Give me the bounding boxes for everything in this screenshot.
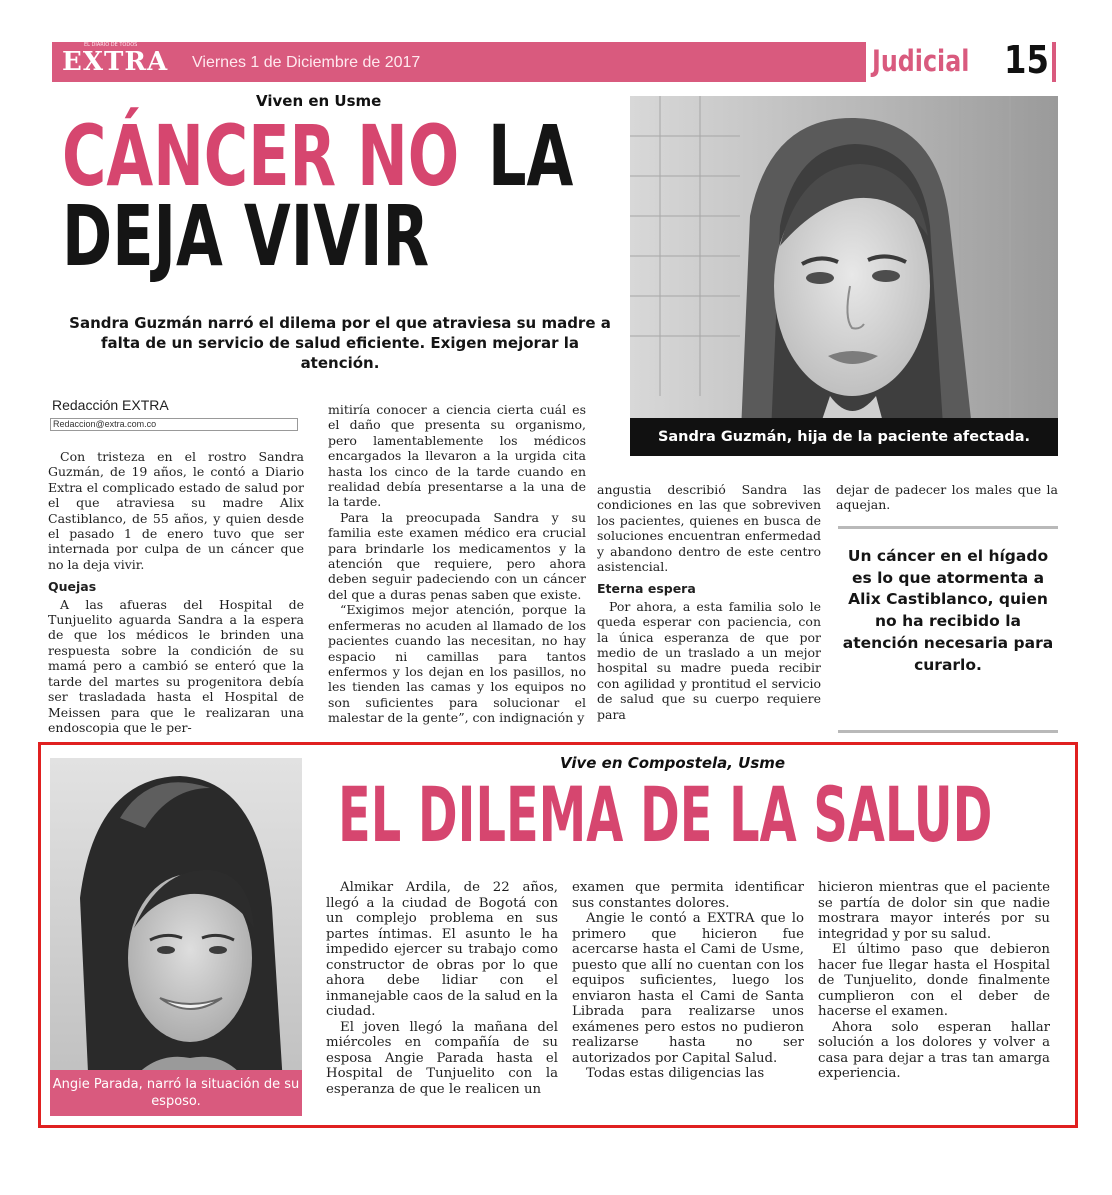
sandra-guzman-photo [630, 96, 1058, 456]
story2-paragraph: Ahora solo esperan hallar solución a los dolores y volver a casa para dejar a tras tan amarga experiencia. [818, 1019, 1050, 1081]
story1-paragraph: Por ahora, a esta familia solo le queda esperar con paciencia, con la única esperanza de que por medio de un traslado a un mejor hospital su madre pueda recibir con agilidad y prontitud el servicio de salud que su cuerpo requiere para [597, 598, 821, 722]
newspaper-logo: EXTRA [62, 47, 169, 77]
issue-date: Viernes 1 de Diciembre de 2017 [192, 54, 421, 71]
story1-paragraph: A las afueras del Hospital de Tunjuelito aguarda Sandra a la espera de que los médicos le brinden una respuesta sobre la condición de su mamá pero a cambió se enteró que la tarde del martes su progenitora debía ser trasladada hasta el Hospital de Meissen para que le realizaran una endoscopia que le per- [48, 596, 304, 735]
section-title: Judicial [872, 44, 970, 78]
pull-quote: Un cáncer en el hígado es lo que atormenta a Alix Castiblanco, quien no ha recibido la atención necesaria para curarlo. [842, 547, 1054, 674]
story2-paragraph: examen que permita identificar sus constantes dolores. [572, 880, 804, 911]
photo-caption-angie: Angie Parada, narró la situación de su esposo. [50, 1070, 302, 1116]
story1-headline-red: CÁNCER NO [62, 107, 460, 205]
story2-column-2 [572, 880, 804, 1082]
story2-paragraph: El último paso que debieron hacer fue llegar hasta el Hospital de Tunjuelito, donde finalmente cumplieron con el deber de hacerse el examen. [818, 942, 1050, 1019]
logo-tagline: EL DIARIO DE TODOS [84, 42, 138, 48]
story2-paragraph: Angie le contó a EXTRA que lo primero que hicieron fue acercarse hasta el Cami de Usme, puesto que allí no cuentan con los equipos suficientes, luego los enviaron hasta el Cami de Santa Librada para realizarse unos exámenes pero estos no pudieron realizarse hasta no ser autorizados por Capital Salud. [572, 911, 804, 1066]
page-number: 15 [1004, 38, 1049, 82]
story2-paragraph: Almikar Ardila, de 22 años, llegó a la ciudad de Bogotá con un complejo problema en sus partes íntimas. El asunto le ha impedido ejercer su trabajo como constructor de obras por lo que ahora debe lidiar con el inmanejable caos de la salud en la ciudad. [326, 880, 558, 1019]
story1-paragraph: Para la preocupada Sandra y su familia este examen médico era crucial para brindarle los medicamentos y la atención que requiere, pero ahora deben seguir padeciendo con un cáncer del que a duras penas saben que existe. [328, 509, 586, 602]
story2-kicker: Vive en Compostela, Usme [560, 754, 786, 772]
story2-column-1 [326, 880, 558, 1097]
story1-paragraph: mitiría conocer a ciencia cierta cuál es el daño que presenta su organismo, pero lamentablemente los médicos encargados la llevaron a la urgida cita hasta los cinco de la tarde cuando en realidad debía presentarse a la una de la tarde. [328, 402, 586, 510]
story1-paragraph: “Exigimos mejor atención, porque la enfermeras no acuden al llamado de los pacientes cuando las necesitan, no hay espacio ni camillas para tantos enfermos y los dejan en los pasillos, no les tienden las camas y los equipos no son suficientes para solucionar el malestar de la gente”, con indignación y [328, 602, 586, 726]
portrait-illustration [50, 758, 302, 1116]
story1-column-3 [597, 482, 821, 722]
story2-paragraph: El joven llegó la mañana del miércoles en compañía de su esposa Angie Parada hasta el Hospital de Tunjuelito con la esperanza de que le realicen un [326, 1019, 558, 1097]
story1-subheading-quejas: Quejas [48, 579, 97, 595]
story2-column-3 [818, 880, 1050, 1082]
story1-paragraph: dejar de padecer los males que la aquejan. [836, 482, 1058, 513]
story1-column-1 [48, 449, 304, 735]
portrait-illustration [630, 96, 1058, 456]
story2-paragraph: hicieron mientras que el paciente se partía de dolor sin que nadie mostrara mayor interés por su integridad y por su salud. [818, 880, 1050, 942]
story1-headline-line2: DEJA VIVIR [62, 187, 430, 285]
story1-column-2 [328, 402, 586, 726]
photo-caption-sandra: Sandra Guzmán, hija de la paciente afectada. [630, 418, 1058, 456]
story1-paragraph: angustia describió Sandra las condiciones en las que sobreviven los pacientes, quienes en busca de soluciones encuentran enfermedad y abandono dentro de este centro asistencial. [597, 482, 821, 575]
story1-subhead: Sandra Guzmán narró el dilema por el que atraviesa su madre a falta de un servicio de salud eficiente. Exigen mejorar la atención. [69, 314, 611, 372]
story1-headline-black: LA [488, 107, 574, 205]
byline: Redacción EXTRA [52, 397, 169, 413]
pull-quote-rule-top [838, 526, 1058, 529]
angie-parada-photo [50, 758, 302, 1116]
story1-kicker: Viven en Usme [256, 92, 382, 110]
pull-quote-rule-bottom [838, 730, 1058, 733]
story2-headline: EL DILEMA DE LA SALUD [338, 770, 993, 859]
story1-column-4 [836, 482, 1058, 513]
byline-email: Redaccion@extra.com.co [50, 418, 298, 431]
story2-paragraph: Todas estas diligencias las [586, 1066, 765, 1081]
story1-paragraph: Con tristeza en el rostro Sandra Guzmán, de 19 años, le contó a Diario Extra el complicado estado de salud por el que atraviesa su madre Alix Castiblanco, de 55 años, y quien desde el pasado 1 de enero tuvo que ser internada por culpa de un cáncer que no la deja vivir. [48, 449, 304, 572]
story1-subheading-eterna-espera: Eterna espera [597, 581, 696, 597]
